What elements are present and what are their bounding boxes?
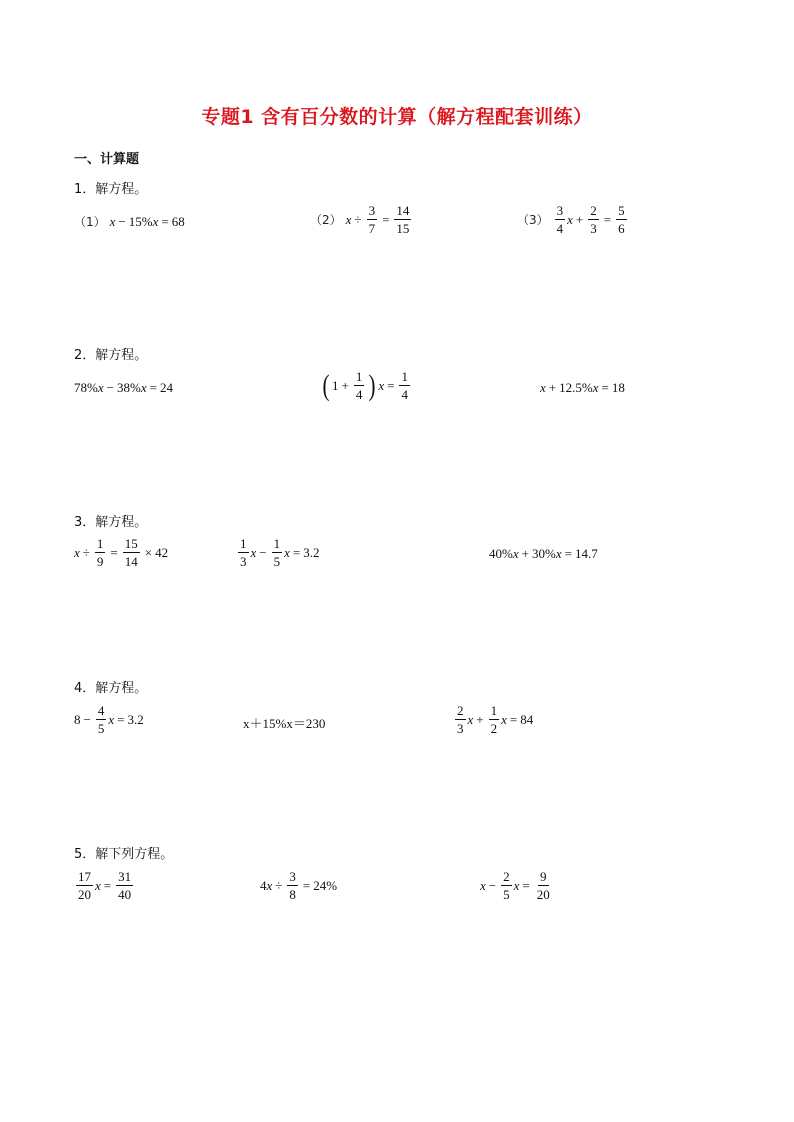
question-2-label: 2．解方程。 — [74, 348, 148, 363]
math-token: = — [302, 877, 311, 893]
fraction-denominator: 3 — [457, 721, 464, 736]
equation-4-2 — [243, 713, 325, 732]
fraction — [354, 370, 365, 401]
math-token: x — [108, 711, 115, 727]
fraction-numerator: 4 — [97, 703, 105, 718]
fraction — [238, 537, 249, 568]
math-token: = — [564, 546, 572, 561]
fraction-numerator: 1 — [401, 369, 408, 384]
fraction-denominator: 15 — [396, 221, 410, 236]
math-token: 24 — [159, 380, 173, 395]
math-token: 24% — [313, 877, 338, 893]
equation-prefix: （2） — [310, 213, 342, 227]
math-token: x＋15%x＝230 — [243, 716, 326, 731]
fraction — [116, 870, 133, 901]
math-token: 78% — [74, 380, 98, 395]
math-token: − — [488, 877, 497, 893]
math-token: x — [95, 877, 101, 893]
fraction-numerator: 3 — [289, 869, 296, 884]
math-token: = — [601, 380, 609, 395]
equation-4-3 — [453, 704, 533, 735]
math-token: x — [250, 544, 257, 560]
fraction-numerator: 1 — [355, 369, 363, 384]
question-4-label: 4．解方程。 — [74, 681, 148, 696]
equation-1-2 — [310, 204, 413, 235]
fraction-numerator: 2 — [503, 869, 510, 884]
equation-5-2 — [260, 870, 337, 901]
math-token: − — [83, 711, 91, 727]
question-5-label: 5．解下列方程。 — [74, 847, 174, 862]
fraction — [455, 704, 466, 735]
fraction-denominator: 2 — [490, 721, 498, 736]
math-token: x — [512, 546, 519, 561]
math-token: 14.7 — [574, 546, 598, 561]
equation-5-1 — [74, 870, 135, 901]
math-token: 12.5% — [559, 380, 593, 395]
math-token: = — [149, 380, 157, 395]
equation-1-1 — [74, 213, 185, 230]
math-token: = — [161, 213, 169, 229]
fraction — [394, 204, 411, 235]
section-heading: 一、计算题 — [74, 152, 140, 167]
fraction-denominator: 40 — [118, 887, 132, 902]
fraction-denominator: 6 — [618, 221, 625, 236]
fraction-numerator: 5 — [618, 203, 625, 218]
math-token: x — [513, 877, 520, 893]
fraction-denominator: 4 — [401, 387, 408, 402]
fraction-denominator: 9 — [96, 554, 104, 569]
math-token: x — [467, 711, 474, 727]
fraction-numerator: 2 — [457, 703, 464, 718]
math-token: x — [345, 211, 352, 227]
math-token: x — [555, 546, 562, 561]
math-token: x — [97, 380, 104, 395]
math-token: + — [548, 380, 557, 395]
fraction-numerator: 9 — [540, 869, 547, 884]
math-token: × — [144, 544, 153, 560]
math-token: x — [480, 877, 486, 893]
fraction-denominator: 4 — [355, 387, 363, 402]
math-token: x — [540, 380, 546, 395]
equation-prefix: （3） — [517, 213, 549, 227]
math-token: ÷ — [82, 544, 90, 560]
math-token: x — [74, 544, 80, 560]
fraction — [95, 537, 106, 568]
fraction — [96, 704, 107, 735]
math-token: 42 — [155, 544, 169, 560]
math-token: ÷ — [275, 877, 283, 893]
math-token: = — [522, 877, 530, 893]
math-token: ) — [368, 368, 376, 402]
equation-3-1 — [74, 537, 168, 568]
fraction-numerator: 14 — [396, 203, 410, 218]
fraction — [123, 537, 140, 568]
math-token: x — [284, 544, 290, 560]
math-token: 1 — [332, 377, 339, 393]
question-3-label: 3．解方程。 — [74, 515, 148, 530]
math-token: − — [106, 380, 114, 395]
fraction-numerator: 3 — [368, 203, 376, 218]
math-token: 15% — [128, 213, 153, 229]
equation-3-2 — [236, 537, 320, 568]
math-token: = — [103, 877, 112, 893]
equation-3-3 — [489, 546, 598, 562]
fraction-denominator: 5 — [503, 887, 510, 902]
math-token: x — [152, 213, 159, 229]
fraction-denominator: 20 — [536, 887, 550, 902]
math-token: + — [575, 211, 584, 227]
equation-1-3 — [517, 204, 629, 235]
math-token: − — [118, 213, 126, 229]
math-token: 3.2 — [127, 711, 144, 727]
fraction — [616, 204, 627, 235]
page-title: 专题1 含有百分数的计算（解方程配套训练） — [201, 106, 593, 128]
math-token: x — [266, 877, 273, 893]
fraction — [588, 204, 599, 235]
fraction — [76, 870, 93, 901]
fraction-numerator: 1 — [240, 536, 247, 551]
math-token: 38% — [116, 380, 141, 395]
question-1-label: 1．解方程。 — [74, 182, 148, 197]
math-token: 3.2 — [303, 544, 320, 560]
fraction — [287, 870, 298, 901]
math-token: = — [603, 211, 612, 227]
math-token: 18 — [611, 380, 625, 395]
math-token: = — [292, 544, 301, 560]
fraction — [501, 870, 512, 901]
equation-2-2 — [320, 370, 412, 401]
math-token: 4 — [260, 877, 267, 893]
math-token: + — [521, 546, 529, 561]
math-token: + — [341, 377, 349, 393]
fraction-denominator: 4 — [556, 221, 564, 236]
fraction — [535, 870, 552, 901]
math-token: = — [509, 711, 518, 727]
fraction-numerator: 1 — [490, 703, 498, 718]
fraction — [489, 704, 500, 735]
equation-4-1 — [74, 704, 144, 735]
fraction-denominator: 3 — [240, 554, 247, 569]
fraction-denominator: 8 — [289, 887, 296, 902]
fraction-numerator: 3 — [556, 203, 564, 218]
equation-prefix: （1） — [74, 215, 106, 229]
fraction-denominator: 3 — [590, 221, 597, 236]
math-token: = — [117, 711, 125, 727]
math-token: x — [567, 211, 573, 227]
fraction — [367, 204, 378, 235]
fraction-numerator: 15 — [124, 536, 138, 551]
fraction-denominator: 20 — [78, 887, 91, 902]
math-token: x — [378, 377, 385, 393]
math-token: 84 — [520, 711, 534, 727]
fraction-numerator: 1 — [273, 536, 281, 551]
math-token: 8 — [74, 711, 81, 727]
fraction-denominator: 5 — [273, 554, 281, 569]
equation-2-3 — [540, 380, 625, 396]
fraction-numerator: 2 — [590, 203, 597, 218]
math-token: x — [501, 711, 507, 727]
fraction-denominator: 14 — [124, 554, 138, 569]
equation-5-3 — [480, 870, 554, 901]
math-token: 68 — [171, 213, 185, 229]
math-token: ÷ — [354, 211, 362, 227]
fraction — [555, 204, 566, 235]
math-token: x — [140, 380, 147, 395]
fraction-numerator: 1 — [96, 536, 104, 551]
fraction-numerator: 31 — [118, 869, 132, 884]
math-token: ( — [322, 368, 330, 402]
math-token: 30% — [531, 546, 556, 561]
math-token: − — [259, 544, 267, 560]
math-token: + — [476, 711, 484, 727]
math-token: x — [592, 380, 599, 395]
math-token: = — [110, 544, 118, 560]
fraction-denominator: 7 — [368, 221, 376, 236]
math-token: = — [382, 211, 390, 227]
math-token: x — [109, 213, 116, 229]
math-token: = — [387, 377, 395, 393]
fraction — [399, 370, 410, 401]
math-token: 40% — [489, 546, 513, 561]
fraction — [272, 537, 283, 568]
equation-2-1 — [74, 380, 173, 396]
fraction-denominator: 5 — [97, 721, 105, 736]
fraction-numerator: 17 — [78, 869, 91, 884]
